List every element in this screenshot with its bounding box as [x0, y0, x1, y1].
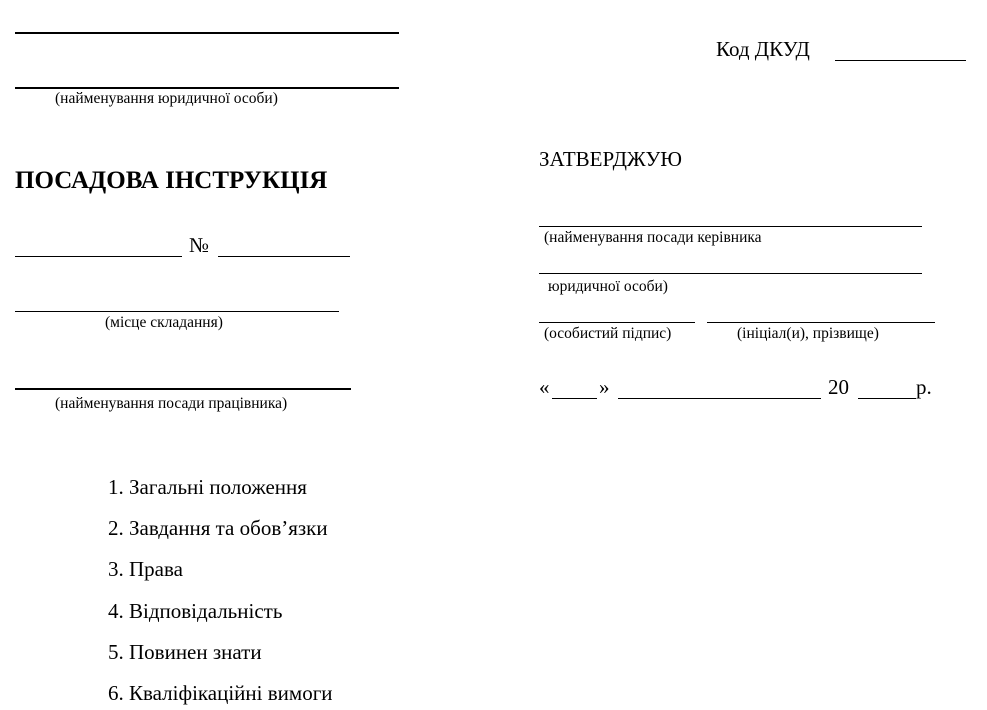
dkud-label: Код ДКУД — [716, 37, 810, 61]
date-day-line — [552, 398, 597, 399]
date-year-line — [858, 398, 916, 399]
legal-entity-caption: (найменування юридичної особи) — [55, 90, 278, 107]
head-position-caption-1: (найменування посади керівника — [544, 229, 762, 246]
place-caption: (місце складання) — [105, 314, 223, 331]
legal-entity-line-2 — [15, 87, 399, 89]
date-open-quote: « — [539, 375, 550, 399]
dkud-line — [835, 60, 966, 61]
list-item: 1. Загальні положення — [108, 475, 307, 499]
approval-heading: ЗАТВЕРДЖУЮ — [539, 147, 682, 171]
signature-caption: (особистий підпис) — [544, 325, 672, 342]
signature-line — [539, 322, 695, 323]
document-title: ПОСАДОВА ІНСТРУКЦІЯ — [15, 167, 328, 194]
employee-position-caption: (найменування посади працівника) — [55, 395, 288, 412]
head-position-line-1 — [539, 226, 922, 227]
number-sign: № — [189, 233, 210, 257]
head-position-line-2 — [539, 273, 922, 274]
date-close-quote: » — [599, 375, 610, 399]
document-date-line — [15, 256, 182, 257]
list-item: 6. Кваліфікаційні вимоги — [108, 681, 333, 705]
date-month-line — [618, 398, 821, 399]
list-item: 5. Повинен знати — [108, 640, 262, 664]
name-line — [707, 322, 935, 323]
name-caption: (ініціал(и), прізвище) — [737, 325, 879, 342]
head-position-caption-2: юридичної особи) — [548, 278, 668, 295]
list-item: 2. Завдання та обов’язки — [108, 516, 328, 540]
place-line — [15, 311, 339, 312]
document-number-line — [218, 256, 350, 257]
employee-position-line — [15, 388, 351, 390]
legal-entity-line-1 — [15, 32, 399, 34]
date-year-suffix: р. — [916, 375, 932, 399]
list-item: 4. Відповідальність — [108, 599, 283, 623]
date-year-prefix: 20 — [828, 375, 849, 399]
list-item: 3. Права — [108, 557, 183, 581]
